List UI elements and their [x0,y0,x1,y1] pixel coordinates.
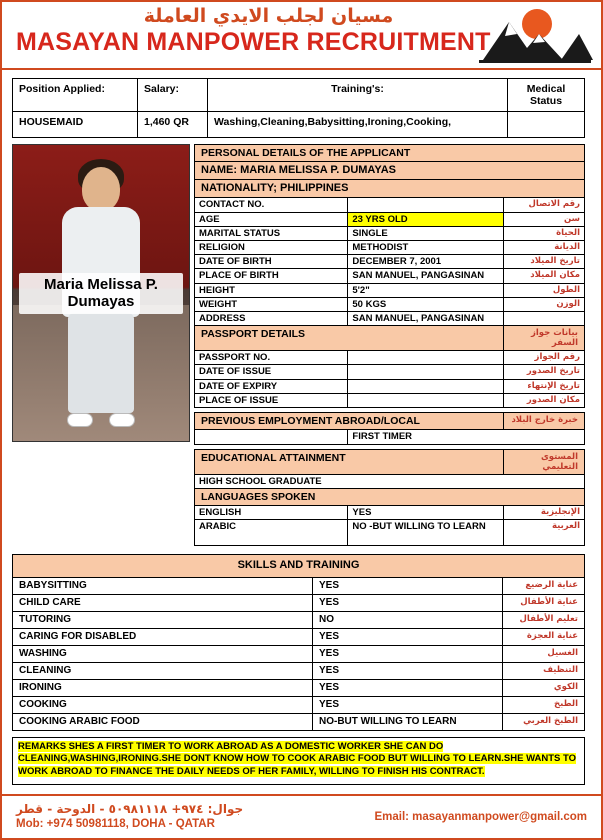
skill-arabic-babysitting: عناية الرضيع [503,577,585,594]
arabic-date-of-expiry: تاريخ الإنتهاء [504,379,585,393]
table-row [195,212,585,226]
arabic-age: سن [504,212,585,226]
label-english: ENGLISH [195,506,348,520]
skill-name-washing: WASHING [13,645,313,662]
skill-value-washing: YES [313,645,503,662]
table-row [13,696,585,713]
th-salary: Salary: [138,79,208,112]
arabic-english: الإنجليزية [504,506,585,520]
skill-value-babysitting: YES [313,577,503,594]
value-marital-status: SINGLE [348,226,504,240]
skill-name-child-care: CHILD CARE [13,594,313,611]
skill-value-cooking-arabic-food: NO-BUT WILLING TO LEARN [313,713,503,730]
previous-employment-value: FIRST TIMER [348,430,585,444]
table-row [195,393,585,407]
value-age: 23 YRS OLD [348,212,504,226]
table-header-row [13,79,585,112]
section-header-personal [195,145,585,162]
table-row [195,506,585,520]
label-arabic-language: ARABIC [195,520,348,546]
skill-name-cooking-arabic-food: COOKING ARABIC FOOD [13,713,313,730]
table-row [13,611,585,628]
skill-arabic-caring-for-disabled: عناية العجزة [503,628,585,645]
languages-title: LANGUAGES SPOKEN [195,488,585,505]
skill-value-caring-for-disabled: YES [313,628,503,645]
table-row [195,474,585,488]
arabic-contact-no: رقم الاتصال [504,198,585,212]
arabic-weight: الوزن [504,297,585,311]
section-header-education [195,449,585,474]
skill-name-babysitting: BABYSITTING [13,577,313,594]
label-contact-no: CONTACT NO. [195,198,348,212]
photo-column [12,144,190,442]
th-medical-status: Medical Status [508,79,585,112]
label-marital-status: MARITAL STATUS [195,226,348,240]
value-passport-no [348,351,504,365]
applicant-nationality: NATIONALITY; PHILIPPINES [195,180,585,198]
arabic-arabic-language: العربية [504,520,585,546]
section-header-languages [195,488,585,505]
skill-arabic-tutoring: تعليم الأطفال [503,611,585,628]
photo-head [82,167,120,211]
applicant-name: NAME: MARIA MELISSA P. DUMAYAS [195,162,585,180]
arabic-address [504,311,585,325]
details-column [194,144,585,546]
mountain-sun-logo-icon [475,4,593,66]
arabic-marital-status: الحياة [504,226,585,240]
skill-arabic-ironing: الكوي [503,679,585,696]
table-row [195,365,585,379]
remarks-box [12,737,585,785]
personal-details-table [194,144,585,546]
table-row [13,594,585,611]
skill-arabic-child-care: عناية الأطفال [503,594,585,611]
skill-name-caring-for-disabled: CARING FOR DISABLED [13,628,313,645]
skill-arabic-cooking: الطبخ [503,696,585,713]
label-age: AGE [195,212,348,226]
value-height: 5'2" [348,283,504,297]
value-arabic-language: NO -BUT WILLING TO LEARN [348,520,504,546]
label-height: HEIGHT [195,283,348,297]
value-date-of-birth: DECEMBER 7, 2001 [348,255,504,269]
arabic-height: الطول [504,283,585,297]
value-date-of-issue [348,365,504,379]
previous-employment-arabic: خبرة خارج البلاد [504,412,585,429]
skill-name-cooking: COOKING [13,696,313,713]
table-row [195,520,585,546]
td-salary: 1,460 QR [138,112,208,138]
value-english: YES [348,506,504,520]
skills-and-training-table [12,554,585,730]
applicant-nationality-row [195,180,585,198]
footer-arabic-contact: جوال: ٩٧٤+ ٥٠٩٨١١١٨ - الدوحة - قطر [16,802,244,817]
applicant-photo [12,144,190,442]
footer-mobile: Mob: +974 50981118, DOHA - QATAR [16,818,215,831]
arabic-date-of-birth: تاريخ الميلاد [504,255,585,269]
label-passport-no: PASSPORT NO. [195,351,348,365]
photo-shoe-right [109,413,135,427]
arabic-religion: الديانة [504,240,585,254]
skill-name-cleaning: CLEANING [13,662,313,679]
table-row [13,662,585,679]
table-row [195,297,585,311]
value-date-of-expiry [348,379,504,393]
education-value: HIGH SCHOOL GRADUATE [195,474,585,488]
applicant-body [12,144,585,546]
arabic-passport-no: رقم الجواز [504,351,585,365]
table-row [195,226,585,240]
document-footer [2,794,601,838]
arabic-date-of-issue: تاريخ الصدور [504,365,585,379]
label-date-of-birth: DATE OF BIRTH [195,255,348,269]
value-religion: METHODIST [348,240,504,254]
table-row [195,283,585,297]
label-date-of-expiry: DATE OF EXPIRY [195,379,348,393]
footer-email[interactable]: Email: masayanmanpower@gmail.com [374,811,587,823]
label-religion: RELIGION [195,240,348,254]
table-row [195,379,585,393]
table-row [195,255,585,269]
remarks-text: SHES A FIRST TIMER TO WORK ABROAD AS A DOMESTIC WORKER SHE CAN DO CLEANING,WASHING,IRONING.SHE DONT KNOW HOW TO COOK ARABIC FOOD BUT WILLING TO LEARN.SHE WANTS TO WORK ABROAD TO FINANCE THE DAILY NEEDS OF HER FAMILY, WILLING TO FINISH HIS CONTRACT. [18,740,577,778]
skill-name-ironing: IRONING [13,679,313,696]
th-trainings: Training's: [208,79,508,112]
value-contact-no [348,198,504,212]
header-english-title: MASAYAN MANPOWER RECRUITMENT [16,27,491,56]
passport-section-title: PASSPORT DETAILS [195,326,504,351]
skill-value-ironing: YES [313,679,503,696]
th-position: Position Applied: [13,79,138,112]
photo-name-plate: Maria Melissa P. Dumayas [19,273,183,314]
personal-section-title: PERSONAL DETAILS OF THE APPLICANT [195,145,585,162]
label-address: ADDRESS [195,311,348,325]
applicant-name-row [195,162,585,180]
section-header-previous-employment [195,412,585,429]
photo-shoe-left [67,413,93,427]
table-row [13,577,585,594]
photo-legs [68,313,134,413]
value-weight: 50 KGS [348,297,504,311]
passport-section-arabic: بيانات جواز السفر [504,326,585,351]
td-trainings: Washing,Cleaning,Babysitting,Ironing,Cooking, [208,112,508,138]
table-row [195,311,585,325]
table-row [13,112,585,138]
label-date-of-issue: DATE OF ISSUE [195,365,348,379]
table-row [195,198,585,212]
previous-employment-title: PREVIOUS EMPLOYMENT ABROAD/LOCAL [195,412,504,429]
skill-name-tutoring: TUTORING [13,611,313,628]
table-row [195,351,585,365]
table-row [13,645,585,662]
table-row [195,240,585,254]
label-place-of-issue: PLACE OF ISSUE [195,393,348,407]
table-row [13,628,585,645]
skill-value-tutoring: NO [313,611,503,628]
value-address: SAN MANUEL, PANGASINAN [348,311,504,325]
td-position: HOUSEMAID [13,112,138,138]
table-row [195,269,585,283]
section-header-passport [195,326,585,351]
skill-arabic-cooking-arabic-food: الطبخ العربي [503,713,585,730]
skill-value-cooking: YES [313,696,503,713]
education-title: EDUCATIONAL ATTAINMENT [195,449,504,474]
label-place-of-birth: PLACE OF BIRTH [195,269,348,283]
skill-value-cleaning: YES [313,662,503,679]
previous-employment-spacer [195,430,348,444]
application-summary-table [12,78,585,138]
skills-header-row [13,555,585,577]
value-place-of-birth: SAN MANUEL, PANGASINAN [348,269,504,283]
arabic-place-of-issue: مكان الصدور [504,393,585,407]
skill-arabic-washing: الغسيل [503,645,585,662]
skills-title: SKILLS AND TRAINING [13,555,585,577]
label-weight: WEIGHT [195,297,348,311]
skill-arabic-cleaning: التنظيف [503,662,585,679]
table-row [13,679,585,696]
skill-value-child-care: YES [313,594,503,611]
td-medical-status [508,112,585,138]
arabic-place-of-birth: مكان الميلاد [504,269,585,283]
header-arabic-title: مسيان لجلب الايدي العاملة [143,5,394,27]
document-header [2,2,601,70]
footer-contact [16,801,243,833]
table-row [13,713,585,730]
education-arabic: المستوى التعليمي [504,449,585,474]
value-place-of-issue [348,393,504,407]
table-row [195,430,585,444]
remarks-label: REMARKS [18,740,67,752]
